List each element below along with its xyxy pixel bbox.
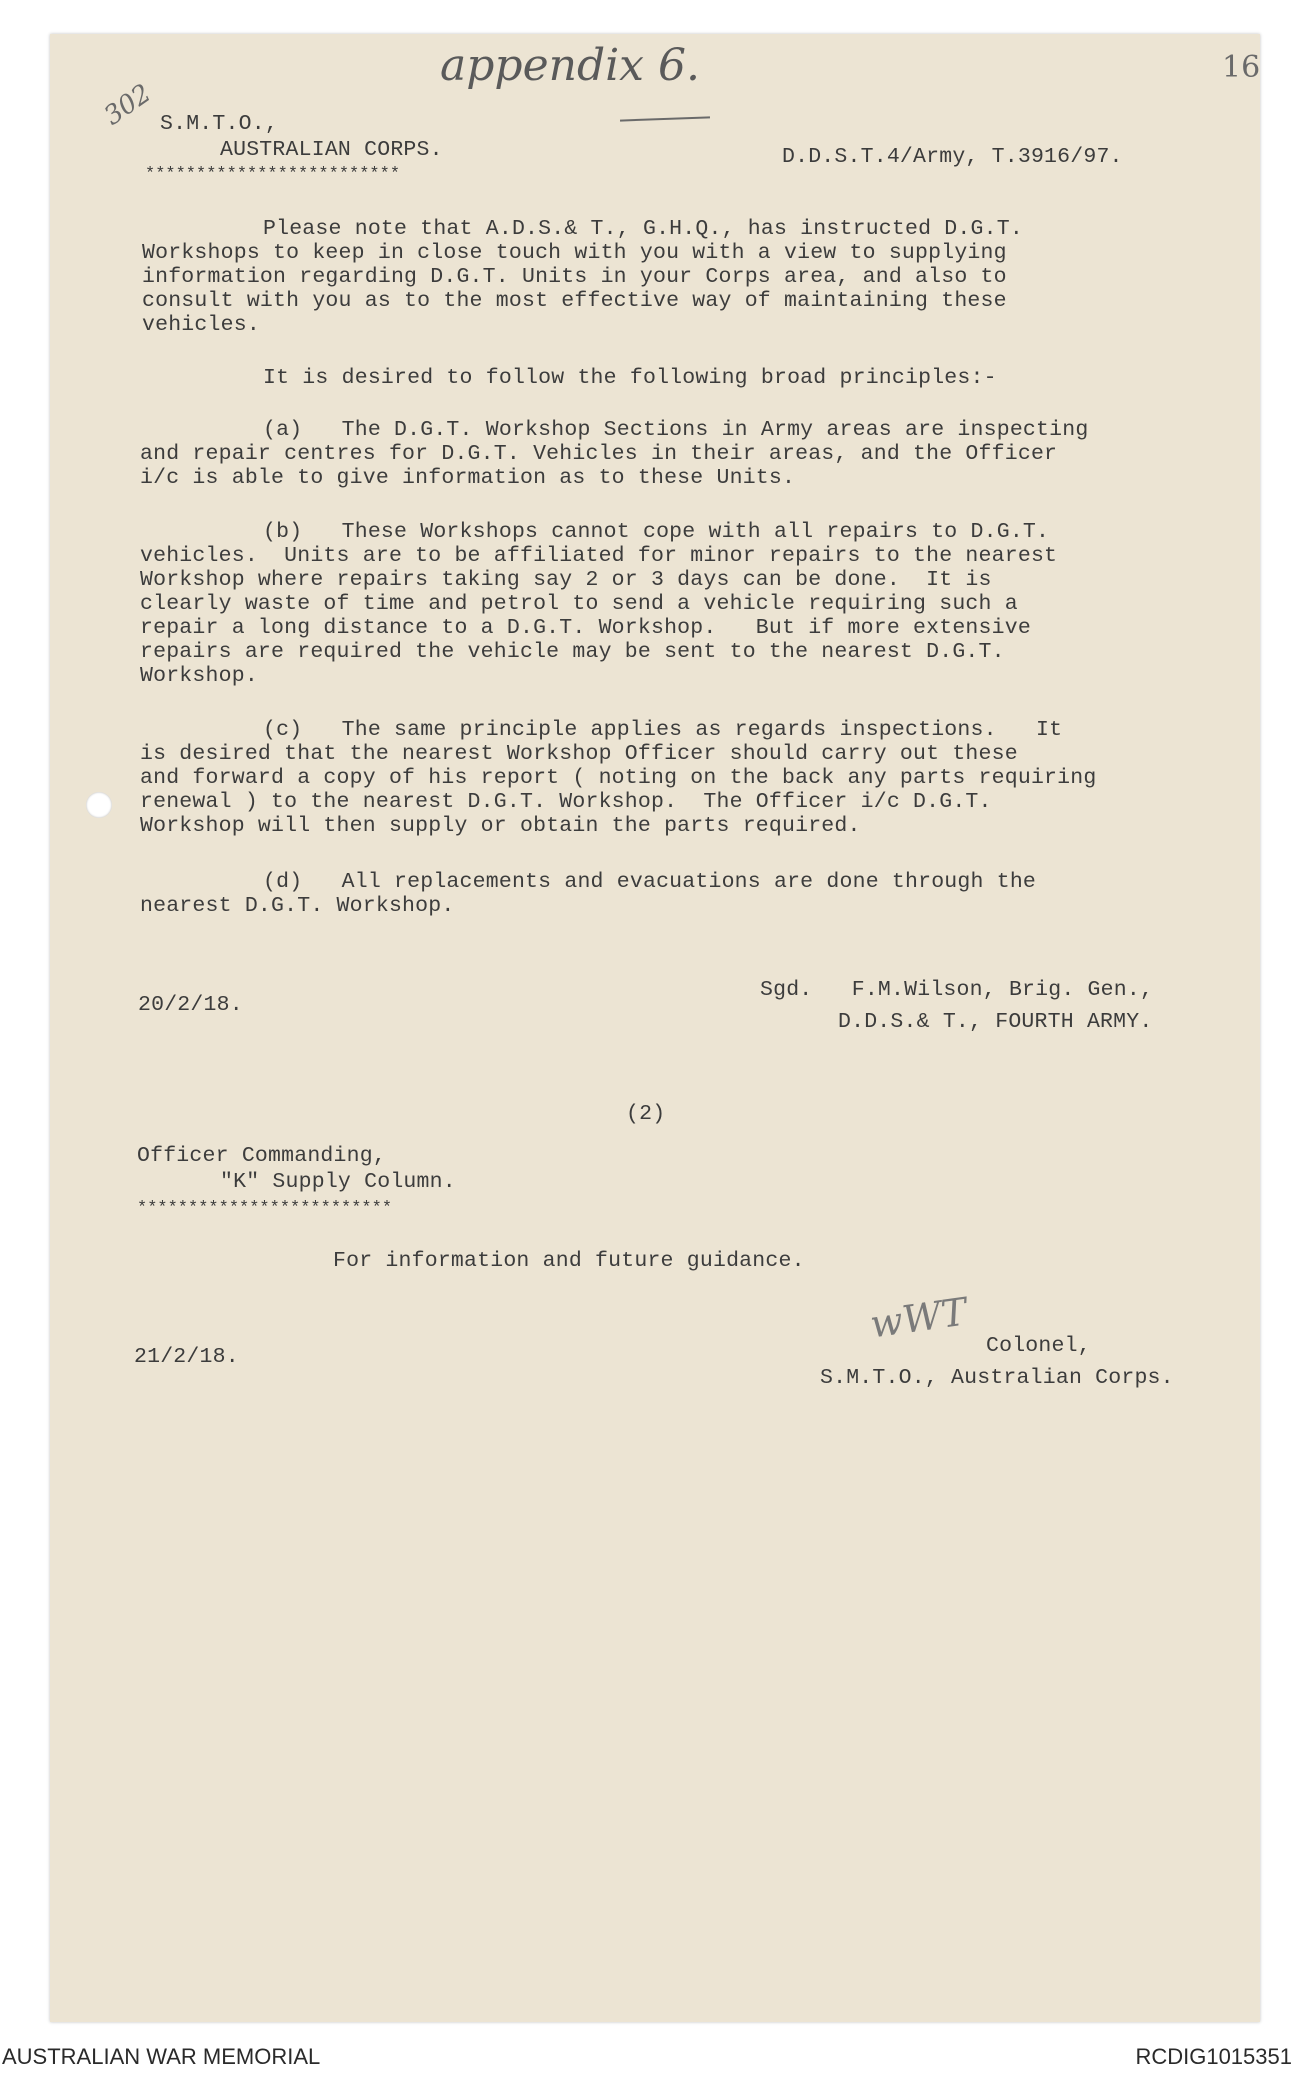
memo2-signature-line2: S.M.T.O., Australian Corps. xyxy=(820,1366,1174,1390)
memo2-body: For information and future guidance. xyxy=(333,1249,805,1273)
paragraph-d-line1: (d) All replacements and evacuations are done through the xyxy=(263,870,1037,894)
margin-number: 302 xyxy=(98,78,157,132)
memo2-addressee-underline: ************************* xyxy=(137,1199,393,1218)
addressee-underline: ************************* xyxy=(145,165,401,184)
paragraph-intro-line3: information regarding D.G.T. Units in your Corps area, and also to xyxy=(142,265,1007,289)
punch-hole xyxy=(86,792,112,818)
paragraph-intro-line2: Workshops to keep in close touch with you with a view to supplying xyxy=(142,241,1007,265)
paragraph-c-line2: is desired that the nearest Workshop Officer should carry out these xyxy=(140,742,1018,766)
memo2-signature-line1: Colonel, xyxy=(986,1334,1091,1358)
memo1-signature-line2: D.D.S.& T., FOURTH ARMY. xyxy=(838,1010,1153,1034)
paragraph-a-line1: (a) The D.G.T. Workshop Sections in Army areas are inspecting xyxy=(263,418,1089,442)
paragraph-intro-line4: consult with you as to the most effective way of maintaining these xyxy=(142,289,1007,313)
paragraph-b-line4: clearly waste of time and petrol to send a vehicle requiring such a xyxy=(140,592,1018,616)
paragraph-b-line1: (b) These Workshops cannot cope with all repairs to D.G.T. xyxy=(263,520,1050,544)
paragraph-c-line1: (c) The same principle applies as regards inspections. It xyxy=(263,718,1063,742)
paragraph-b-line3: Workshop where repairs taking say 2 or 3 days can be done. It is xyxy=(140,568,992,592)
footer-catalogue-id: RCDIG1015351 xyxy=(1135,2044,1292,2069)
paragraph-c-line3: and forward a copy of his report ( noting on the back any parts requiring xyxy=(140,766,1097,790)
paragraph-a-line2: and repair centres for D.G.T. Vehicles in their areas, and the Officer xyxy=(140,442,1058,466)
paragraph-a-line3: i/c is able to give information as to these Units. xyxy=(140,466,796,490)
paragraph-b-line7: Workshop. xyxy=(140,664,258,688)
memo1-signature-line1: Sgd. F.M.Wilson, Brig. Gen., xyxy=(760,978,1154,1002)
memo2-date: 21/2/18. xyxy=(134,1345,239,1369)
memo2-addressee-line2: "K" Supply Column. xyxy=(220,1170,456,1194)
paragraph-c-line4: renewal ) to the nearest D.G.T. Workshop. The Officer i/c D.G.T. xyxy=(140,790,992,814)
paragraph-intro-line5: vehicles. xyxy=(142,313,260,337)
paragraph-b-line2: vehicles. Units are to be affiliated for minor repairs to the nearest xyxy=(140,544,1058,568)
handwritten-initials: wWT xyxy=(867,1289,970,1347)
reference-number: D.D.S.T.4/Army, T.3916/97. xyxy=(782,145,1123,169)
handwritten-appendix: appendix 6. xyxy=(440,40,700,91)
paragraph-intro-line1: Please note that A.D.S.& T., G.H.Q., has instructed D.G.T. xyxy=(263,217,1023,241)
folio-number: 16 xyxy=(1222,50,1261,85)
paragraph-b-line5: repair a long distance to a D.G.T. Workshop. But if more extensive xyxy=(140,616,1031,640)
memo1-date: 20/2/18. xyxy=(138,993,243,1017)
memo2-number: (2) xyxy=(626,1102,666,1126)
footer-institution: AUSTRALIAN WAR MEMORIAL xyxy=(2,2044,321,2069)
addressee-line2: AUSTRALIAN CORPS. xyxy=(220,138,443,162)
paragraph-b-line6: repairs are required the vehicle may be sent to the nearest D.G.T. xyxy=(140,640,1005,664)
memo2-addressee-line1: Officer Commanding, xyxy=(137,1144,386,1168)
paragraph-d-line2: nearest D.G.T. Workshop. xyxy=(140,894,455,918)
paragraph-principles: It is desired to follow the following broad principles:- xyxy=(263,366,997,390)
paragraph-c-line5: Workshop will then supply or obtain the parts required. xyxy=(140,814,861,838)
addressee-line1: S.M.T.O., xyxy=(160,112,278,136)
